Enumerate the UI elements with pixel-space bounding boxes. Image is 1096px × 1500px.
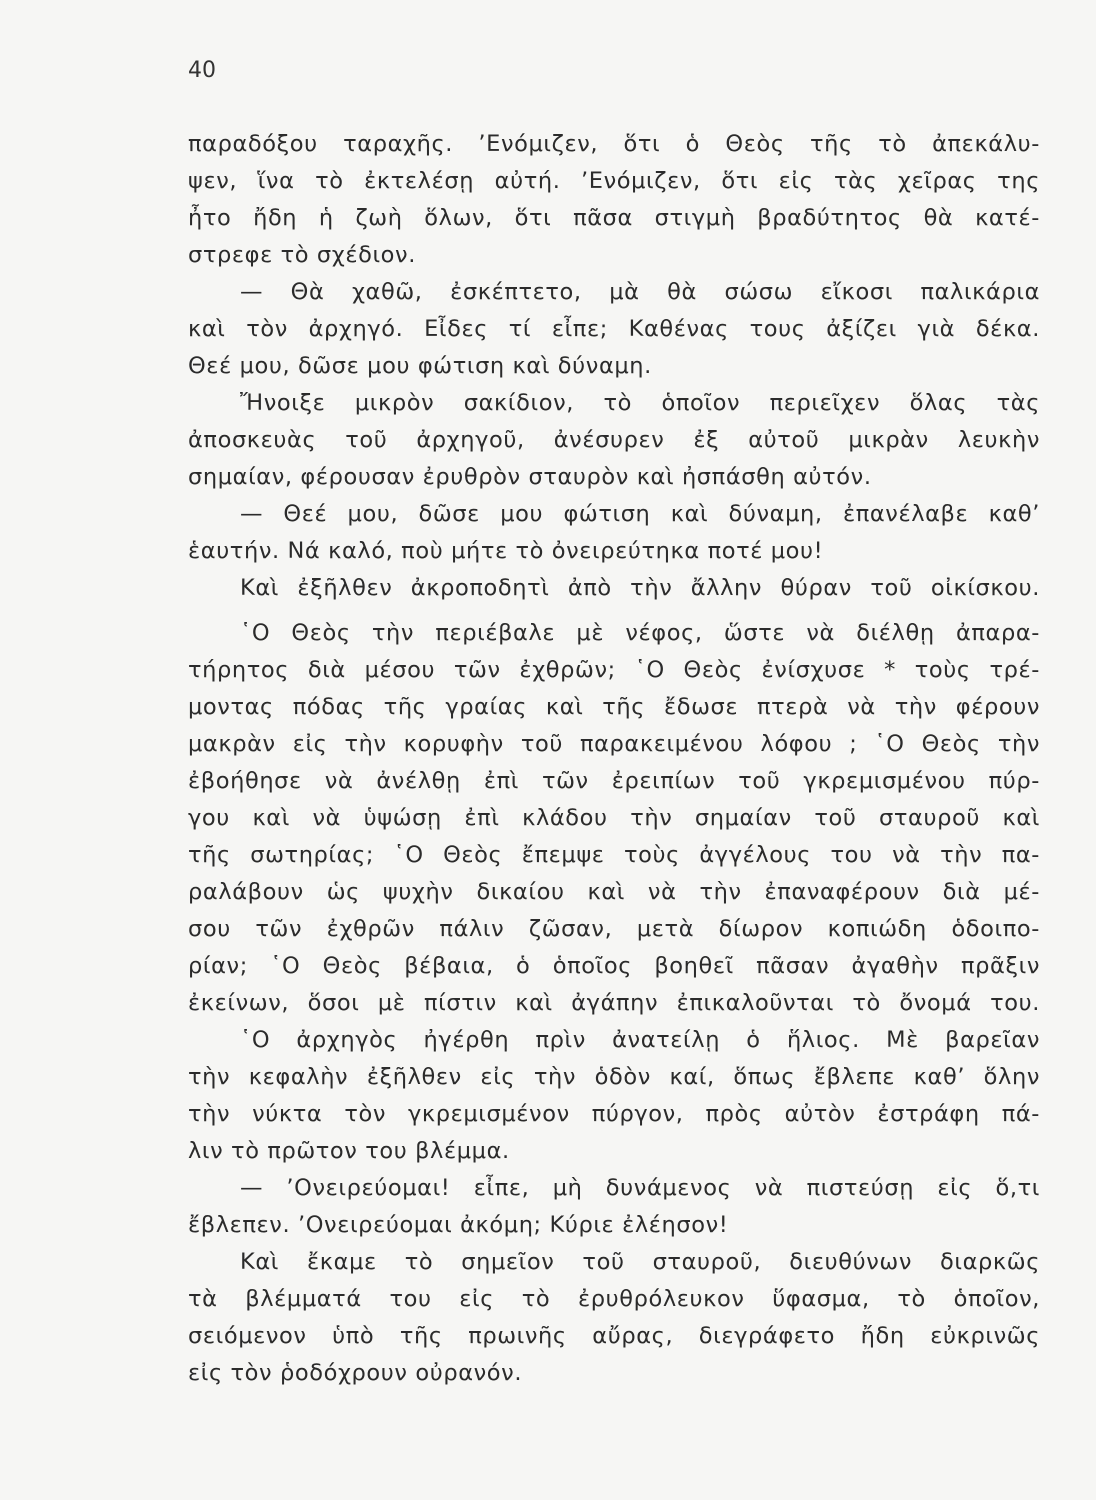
text-line: σημαίαν, φέρουσαν ἐρυθρὸν σταυρὸν καὶ ἠσπάσθη αὐτόν. <box>188 464 872 490</box>
text-line: ἦτο ἤδη ἡ ζωὴ ὅλων, ὅτι πᾶσα στιγμὴ βραδύτητος θὰ κατέ- <box>188 205 1040 231</box>
page-number: 40 <box>188 58 216 83</box>
text-line: καὶ τὸν ἀρχηγό. Εἶδες τί εἶπε; Καθένας τους ἀξίζει γιὰ δέκα. <box>188 316 1040 342</box>
text-line: ἐβοήθησε νὰ ἀνέλθῃ ἐπὶ τῶν ἐρειπίων τοῦ γκρεμισμένου πύρ- <box>188 768 1040 794</box>
text-line: Θεέ μου, δῶσε μου φώτιση καὶ δύναμη. <box>188 353 652 379</box>
text-line: Καὶ ἐξῆλθεν ἀκροποδητὶ ἀπὸ τὴν ἄλλην θύραν τοῦ οἰκίσκου. <box>240 575 1040 601</box>
text-line: ραλάβουν ὡς ψυχὴν δικαίου καὶ νὰ τὴν ἐπαναφέρουν διὰ μέ- <box>188 879 1040 905</box>
text-line: ἀποσκευὰς τοῦ ἀρχηγοῦ, ἀνέσυρεν ἐξ αὐτοῦ μικρὰν λευκὴν <box>188 427 1040 453</box>
text-line: Καὶ ἔκαμε τὸ σημεῖον τοῦ σταυροῦ, διευθύνων διαρκῶς <box>240 1249 1040 1275</box>
text-line: τῆς σωτηρίας; ῾Ο Θεὸς ἔπεμψε τοὺς ἀγγέλους του νὰ τὴν πα- <box>188 842 1040 868</box>
text-line: παραδόξου ταραχῆς. ’Ενόμιζεν, ὅτι ὁ Θεὸς τῆς τὸ ἀπεκάλυ- <box>188 131 1040 157</box>
text-line: τὰ βλέμματά του εἰς τὸ ἐρυθρόλευκον ὕφασμα, τὸ ὁποῖον, <box>188 1286 1040 1312</box>
text-line: σειόμενον ὑπὸ τῆς πρωινῆς αὔρας, διεγράφετο ἤδη εὐκρινῶς <box>188 1323 1040 1349</box>
text-line: μοντας πόδας τῆς γραίας καὶ τῆς ἔδωσε πτερὰ νὰ τὴν φέρουν <box>188 694 1040 720</box>
text-line: λιν τὸ πρῶτον του βλέμμα. <box>188 1138 510 1164</box>
text-line: Ἤνοιξε μικρὸν σακίδιον, τὸ ὁποῖον περιεῖχεν ὅλας τὰς <box>240 390 1040 416</box>
text-line: στρεφε τὸ σχέδιον. <box>188 242 416 268</box>
text-section-2 <box>188 615 1040 1392</box>
text-line: ἐκείνων, ὅσοι μὲ πίστιν καὶ ἀγάπην ἐπικαλοῦνται τὸ ὄνομά του. <box>188 990 1040 1016</box>
text-line: ψεν, ἵνα τὸ ἐκτελέσῃ αὐτή. ’Ενόμιζεν, ὅτι εἰς τὰς χεῖρας της <box>188 168 1040 194</box>
text-line: τὴν κεφαλὴν ἐξῆλθεν εἰς τὴν ὁδὸν καί, ὅπως ἔβλεπε καθ’ ὅλην <box>188 1064 1040 1090</box>
text-line: μακρὰν εἰς τὴν κορυφὴν τοῦ παρακειμένου λόφου ; ῾Ο Θεὸς τὴν <box>188 731 1040 757</box>
text-line: τήρητος διὰ μέσου τῶν ἐχθρῶν; ῾Ο Θεὸς ἐνίσχυσε * τοὺς τρέ- <box>188 657 1040 683</box>
text-line: γου καὶ νὰ ὑψώσῃ ἐπὶ κλάδου τὴν σημαίαν τοῦ σταυροῦ καὶ <box>188 805 1040 831</box>
text-section-1 <box>188 126 1040 607</box>
text-line: σου τῶν ἐχθρῶν πάλιν ζῶσαν, μετὰ δίωρον κοπιώδη ὁδοιπο- <box>188 916 1040 942</box>
text-line: ἔβλεπεν. ’Ονειρεύομαι ἀκόμη; Κύριε ἐλέησον! <box>188 1212 729 1238</box>
text-line: εἰς τὸν ῥοδόχρουν οὐρανόν. <box>188 1360 523 1386</box>
text-line: — ’Ονειρεύομαι! εἶπε, μὴ δυνάμενος νὰ πιστεύσῃ εἰς ὅ,τι <box>240 1175 1040 1201</box>
text-line: — Θὰ χαθῶ, ἐσκέπτετο, μὰ θὰ σώσω εἴκοσι παλικάρια <box>240 279 1040 305</box>
text-line: ἑαυτήν. Νά καλό, ποὺ μήτε τὸ ὀνειρεύτηκα ποτέ μου! <box>188 538 824 564</box>
text-line: ρίαν; ῾Ο Θεὸς βέβαια, ὁ ὁποῖος βοηθεῖ πᾶσαν ἀγαθὴν πρᾶξιν <box>188 953 1040 979</box>
text-line: — Θεέ μου, δῶσε μου φώτιση καὶ δύναμη, ἐπανέλαβε καθ’ <box>240 501 1040 527</box>
text-line: ῾Ο Θεὸς τὴν περιέβαλε μὲ νέφος, ὥστε νὰ διέλθῃ ἀπαρα- <box>240 620 1040 646</box>
text-line: τὴν νύκτα τὸν γκρεμισμένον πύργον, πρὸς αὐτὸν ἐστράφη πά- <box>188 1101 1040 1127</box>
text-line: ῾Ο ἀρχηγὸς ἠγέρθη πρὶν ἀνατείλῃ ὁ ἥλιος. Μὲ βαρεῖαν <box>240 1027 1040 1053</box>
